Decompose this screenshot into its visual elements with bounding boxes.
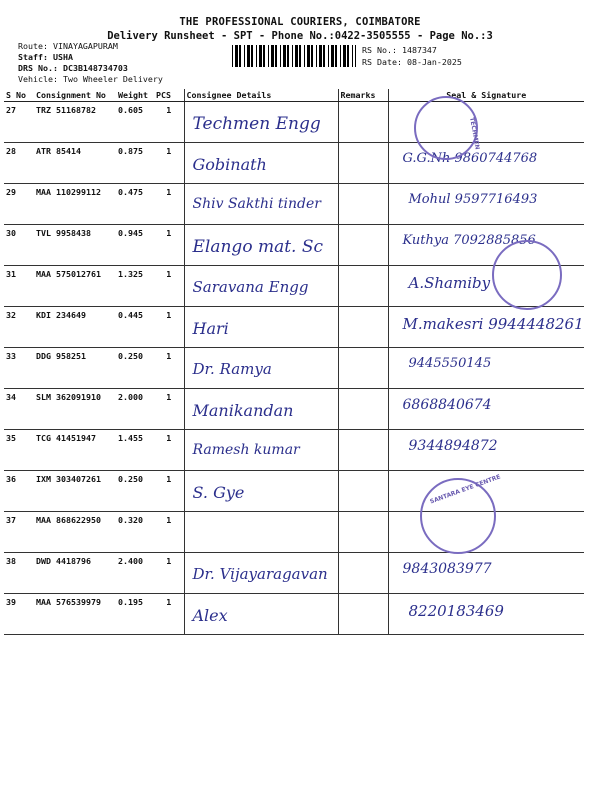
eye-centre-stamp-text: SANTARA EYE CENTRE bbox=[429, 473, 502, 506]
row-weight: 0.445 bbox=[116, 307, 154, 348]
row-pcs: 1 bbox=[154, 102, 184, 143]
row-consignee-cell bbox=[184, 143, 338, 184]
row-seal-signature bbox=[388, 348, 584, 389]
row-sno: 31 bbox=[4, 266, 34, 307]
row-weight: 0.320 bbox=[116, 512, 154, 553]
row-remarks bbox=[338, 471, 388, 512]
row-sno: 38 bbox=[4, 553, 34, 594]
row-weight: 0.875 bbox=[116, 143, 154, 184]
consignee-handwriting: Gobinath bbox=[192, 155, 267, 174]
col-consignment: Consignment No bbox=[34, 89, 116, 102]
signature-handwriting: Mohul 9597716493 bbox=[408, 192, 538, 207]
purple-stamp-31 bbox=[492, 240, 562, 310]
row-sno: 30 bbox=[4, 225, 34, 266]
signature-handwriting: 9445550145 bbox=[408, 356, 492, 371]
signature-handwriting: A.Shamiby bbox=[408, 274, 491, 292]
signature-handwriting: 9344894872 bbox=[408, 438, 498, 454]
row-remarks bbox=[338, 430, 388, 471]
row-sno: 33 bbox=[4, 348, 34, 389]
row-consignee-cell bbox=[184, 184, 338, 225]
row-consignee-cell bbox=[184, 266, 338, 307]
col-consignee: Consignee Details bbox=[184, 89, 338, 102]
row-sno: 37 bbox=[4, 512, 34, 553]
row-weight: 2.400 bbox=[116, 553, 154, 594]
row-remarks bbox=[338, 102, 388, 143]
row-consignment: MAA 576539979 bbox=[34, 594, 116, 635]
signature-handwriting: 8220183469 bbox=[408, 602, 504, 620]
row-pcs: 1 bbox=[154, 430, 184, 471]
signature-handwriting: G.G.Nh 9860744768 bbox=[402, 151, 538, 166]
row-consignment: ATR 85414 bbox=[34, 143, 116, 184]
row-consignee-cell bbox=[184, 553, 338, 594]
col-pcs: PCS bbox=[154, 89, 184, 102]
row-consignee-cell bbox=[184, 307, 338, 348]
row-pcs: 1 bbox=[154, 553, 184, 594]
company-title: THE PROFESSIONAL COURIERS, COIMBATORE bbox=[179, 16, 421, 28]
row-consignment: TCG 41451947 bbox=[34, 430, 116, 471]
row-remarks bbox=[338, 348, 388, 389]
signature-handwriting: 6868840674 bbox=[402, 397, 492, 413]
row-seal-signature bbox=[388, 307, 584, 348]
row-pcs: 1 bbox=[154, 266, 184, 307]
row-remarks bbox=[338, 184, 388, 225]
row-consignment: TRZ 51168782 bbox=[34, 102, 116, 143]
row-seal-signature bbox=[388, 430, 584, 471]
row-remarks bbox=[338, 307, 388, 348]
row-sno: 29 bbox=[4, 184, 34, 225]
staff-label: Staff: USHA bbox=[18, 52, 73, 62]
row-remarks bbox=[338, 594, 388, 635]
row-consignment: MAA 868622950 bbox=[34, 512, 116, 553]
row-consignment: SLM 362091910 bbox=[34, 389, 116, 430]
row-seal-signature bbox=[388, 553, 584, 594]
row-remarks bbox=[338, 553, 388, 594]
consignee-handwriting: Elango mat. Sc bbox=[192, 237, 324, 257]
runsheet-subtitle: Delivery Runsheet - SPT - Phone No.:0422-3505555 - Page No.:3 bbox=[107, 30, 493, 42]
rs-date: RS Date: 08-Jan-2025 bbox=[362, 57, 462, 67]
signature-handwriting: M.makesri 9944448261 bbox=[402, 315, 584, 333]
consignee-handwriting: Manikandan bbox=[192, 401, 294, 420]
row-consignee-cell bbox=[184, 430, 338, 471]
row-consignment: TVL 9958438 bbox=[34, 225, 116, 266]
row-weight: 0.945 bbox=[116, 225, 154, 266]
row-sno: 34 bbox=[4, 389, 34, 430]
table-row bbox=[4, 184, 584, 225]
row-pcs: 1 bbox=[154, 143, 184, 184]
row-consignee-cell bbox=[184, 471, 338, 512]
row-pcs: 1 bbox=[154, 307, 184, 348]
row-weight: 2.000 bbox=[116, 389, 154, 430]
row-seal-signature bbox=[388, 184, 584, 225]
consignee-handwriting: Techmen Engg bbox=[192, 114, 321, 134]
row-consignee-cell bbox=[184, 225, 338, 266]
table-row bbox=[4, 594, 584, 635]
table-row bbox=[4, 102, 584, 143]
row-pcs: 1 bbox=[154, 389, 184, 430]
row-sno: 28 bbox=[4, 143, 34, 184]
row-pcs: 1 bbox=[154, 348, 184, 389]
row-pcs: 1 bbox=[154, 471, 184, 512]
row-consignment: KDI 234649 bbox=[34, 307, 116, 348]
drs-number: DRS No.: DC3B148734703 bbox=[18, 63, 128, 73]
row-sno: 35 bbox=[4, 430, 34, 471]
row-weight: 0.250 bbox=[116, 471, 154, 512]
consignee-handwriting: Dr. Vijayaragavan bbox=[192, 565, 328, 583]
table-row bbox=[4, 307, 584, 348]
table-row bbox=[4, 389, 584, 430]
row-pcs: 1 bbox=[154, 594, 184, 635]
row-seal-signature bbox=[388, 143, 584, 184]
row-weight: 0.475 bbox=[116, 184, 154, 225]
row-remarks bbox=[338, 389, 388, 430]
row-weight: 0.605 bbox=[116, 102, 154, 143]
table-row bbox=[4, 348, 584, 389]
col-seal: Seal & Signature bbox=[388, 89, 584, 102]
col-remarks: Remarks bbox=[338, 89, 388, 102]
row-weight: 0.250 bbox=[116, 348, 154, 389]
row-weight: 1.455 bbox=[116, 430, 154, 471]
table-row bbox=[4, 553, 584, 594]
row-pcs: 1 bbox=[154, 225, 184, 266]
col-sno: S No bbox=[4, 89, 34, 102]
row-consignee-cell bbox=[184, 102, 338, 143]
row-seal-signature bbox=[388, 594, 584, 635]
route-label: Route: VINAYAGAPURAM bbox=[18, 41, 118, 51]
table-row bbox=[4, 430, 584, 471]
row-pcs: 1 bbox=[154, 184, 184, 225]
table-row bbox=[4, 512, 584, 553]
techmen-stamp bbox=[414, 96, 478, 160]
consignee-handwriting: Dr. Ramya bbox=[192, 360, 272, 378]
row-weight: 0.195 bbox=[116, 594, 154, 635]
row-consignee-cell bbox=[184, 389, 338, 430]
row-pcs: 1 bbox=[154, 512, 184, 553]
consignee-handwriting: S. Gye bbox=[192, 483, 245, 502]
row-consignee-cell bbox=[184, 348, 338, 389]
row-remarks bbox=[338, 266, 388, 307]
runsheet-table bbox=[4, 89, 584, 635]
row-consignment: IXM 303407261 bbox=[34, 471, 116, 512]
table-row bbox=[4, 143, 584, 184]
row-consignee-cell bbox=[184, 512, 338, 553]
col-weight: Weight bbox=[116, 89, 154, 102]
row-consignment: DWD 4418796 bbox=[34, 553, 116, 594]
rs-number: RS No.: 1487347 bbox=[362, 45, 437, 55]
barcode-image bbox=[232, 45, 356, 67]
consignee-handwriting: Alex bbox=[192, 606, 228, 625]
row-sno: 36 bbox=[4, 471, 34, 512]
techmen-stamp-text: TECHMEN bbox=[468, 116, 481, 151]
row-consignee-cell bbox=[184, 594, 338, 635]
row-sno: 32 bbox=[4, 307, 34, 348]
consignee-handwriting: Shiv Sakthi tinder bbox=[192, 196, 321, 212]
row-remarks bbox=[338, 225, 388, 266]
row-remarks bbox=[338, 143, 388, 184]
row-consignment: MAA 110299112 bbox=[34, 184, 116, 225]
row-sno: 27 bbox=[4, 102, 34, 143]
row-remarks bbox=[338, 512, 388, 553]
signature-handwriting: Kuthya 7092885856 bbox=[402, 233, 536, 248]
row-sno: 39 bbox=[4, 594, 34, 635]
row-consignment: DDG 958251 bbox=[34, 348, 116, 389]
table-header-row bbox=[4, 89, 584, 102]
vehicle-label: Vehicle: Two Wheeler Delivery bbox=[18, 74, 163, 84]
consignee-handwriting: Saravana Engg bbox=[192, 278, 309, 296]
row-weight: 1.325 bbox=[116, 266, 154, 307]
consignee-handwriting: Hari bbox=[192, 319, 229, 338]
signature-handwriting: 9843083977 bbox=[402, 561, 492, 577]
row-consignment: MAA 575012761 bbox=[34, 266, 116, 307]
row-seal-signature bbox=[388, 389, 584, 430]
consignee-handwriting: Ramesh kumar bbox=[192, 442, 300, 458]
